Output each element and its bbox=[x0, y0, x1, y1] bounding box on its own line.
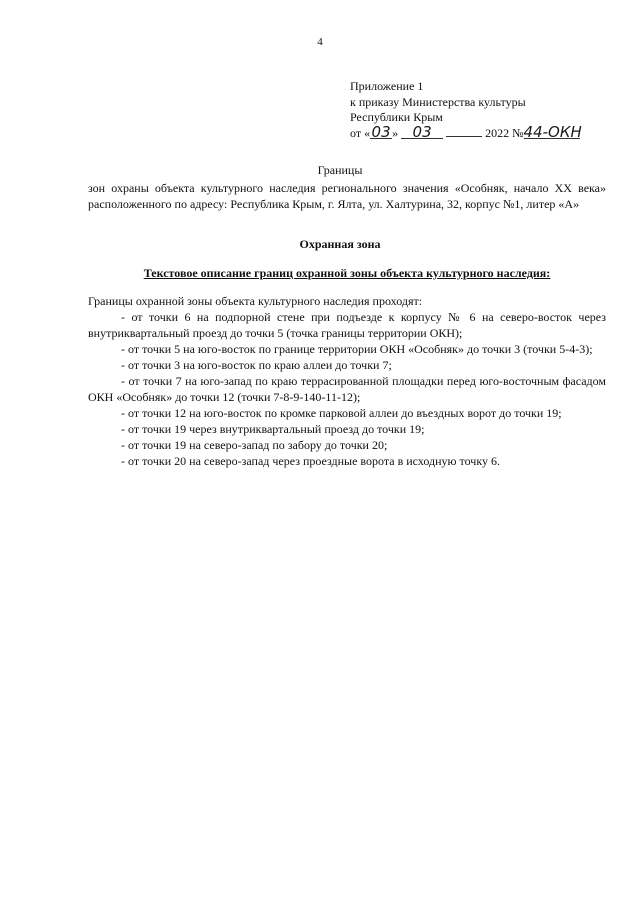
appendix-date-line bbox=[350, 122, 610, 142]
handwritten-month: 03 bbox=[401, 126, 443, 139]
appendix-region: Республики Крым bbox=[350, 110, 443, 124]
body-lead: Границы охранной зоны объекта культурного наследия проходят: bbox=[88, 294, 423, 308]
boundary-description bbox=[88, 293, 606, 469]
appendix-block bbox=[350, 79, 610, 141]
handwritten-number: 44-ОКН bbox=[523, 122, 582, 141]
date-year: 2022 № bbox=[485, 125, 524, 140]
boundary-item: - от точки 7 на юго-запад по краю террасированной площадки перед юго-восточным фасадом ОКН «Особняк» до точки 12 (точки 7-8-9-140-11-12); bbox=[88, 374, 606, 404]
boundary-item: - от точки 6 на подпорной стене при подъезде к корпусу № 6 на северо-восток через внутриквартальный проезд до точки 5 (точка границы территории ОКН); bbox=[88, 310, 606, 340]
appendix-title: Приложение 1 bbox=[350, 79, 424, 93]
document-subtitle: зон охраны объекта культурного наследия регионального значения «Особняк, начало XX века» расположенного по адресу: Республика Крым, г. Ялта, ул. Халтурина, 32, корпус №1, литер «А» bbox=[88, 181, 606, 211]
boundary-item: - от точки 19 через внутриквартальный проезд до точки 19; bbox=[121, 422, 425, 436]
boundary-item: - от точки 12 на юго-восток по кромке парковой аллеи до въездных ворот до точки 19; bbox=[121, 406, 562, 420]
page-number: 4 bbox=[317, 36, 323, 48]
boundary-item: - от точки 19 на северо-запад по забору до точки 20; bbox=[121, 438, 388, 452]
boundary-item: - от точки 5 на юго-восток по границе территории ОКН «Особняк» до точки 3 (точки 5-4-3); bbox=[121, 342, 593, 356]
zone-heading: Охранная зона bbox=[299, 237, 381, 251]
blank-line bbox=[446, 126, 482, 137]
appendix-order-ref: к приказу Министерства культуры bbox=[350, 94, 526, 109]
boundary-item: - от точки 3 на юго-восток по краю аллеи до точки 7; bbox=[121, 358, 392, 372]
date-prefix: от « bbox=[350, 125, 371, 140]
section-heading: Текстовое описание границ охранной зоны объекта культурного наследия: bbox=[143, 266, 551, 280]
document-title: Границы bbox=[317, 163, 363, 177]
boundary-item: - от точки 20 на северо-запад через проездные ворота в исходную точку 6. bbox=[121, 454, 500, 468]
handwritten-day: 03 bbox=[371, 122, 391, 141]
date-day-suffix: » bbox=[392, 125, 399, 140]
